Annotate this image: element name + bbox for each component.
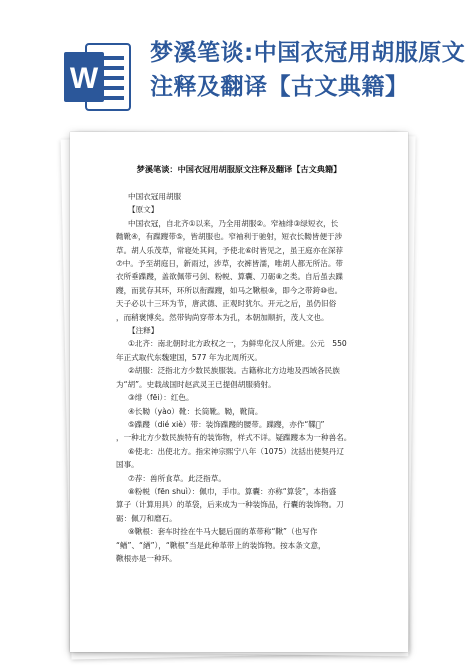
document-line: 砺：佩刀和磨石。 (116, 513, 177, 523)
document-line: 中国衣冠，自北齐①以来，乃全用胡服②。窄袖绯③绿短衣，长 (128, 218, 339, 228)
document-line: 国事。 (116, 460, 139, 470)
header (0, 0, 474, 124)
document-line: ④长靿（yào）靴：长筒靴。靿，靴筒。 (128, 406, 263, 416)
document-line: 衣所垂蹀躞，盖欲佩带弓剑、粉帨、算囊、刀砺⑧之类。自后虽去蹀 (116, 272, 344, 282)
document-line: 为“胡”。史载战国时赵武灵王已提倡胡服骑射。 (116, 379, 276, 389)
document-line: 靿靴④，有蹀躞带⑤，皆胡服也。窄袖利于驰射，短衣长靿皆便于涉 (116, 232, 343, 242)
document-line: ，一种北方少数民族特有的装饰物，样式不详。疑蹀躞本为一种兽名。 (116, 433, 352, 443)
svg-text:W: W (69, 62, 99, 95)
document-line: ②胡服：泛指北方少数民族服装。古籍称北方边地及西域各民族 (128, 366, 340, 376)
document-line: ⑤蹀躞（dié xiè）带：装饰蹀躞的腰带。蹀躞，亦作“鞢𩎟” (128, 419, 325, 429)
document-line: ⑦中。予至胡庭日，新雨过，涉草，衣裤皆濡，唯胡人都无所沾。带 (116, 259, 344, 269)
document-line: 年正式取代东魏建国，577 年为北周所灭。 (116, 352, 262, 362)
document-line: 草。胡人乐茂草，常寝处其间，予使北⑥时皆见之，虽王庭亦在深荐 (116, 245, 344, 255)
document-line: 天子必以十三环为节，唐武德、正观时犹尔。开元之后，虽仍旧俗 (116, 299, 337, 309)
document-line: ，而稍褒博矣。然带钩尚穿带本为孔，本朝加顺折，茂人文也。 (116, 312, 329, 322)
document-body (116, 190, 374, 565)
document-line: “䲡”、“緧”），“鞦根”当是此种革带上的装饰物。按本条文意， (116, 540, 326, 550)
word-document-icon (64, 42, 132, 112)
document-line: 中国衣冠用胡服 (128, 192, 182, 201)
document-title: 梦溪笔谈：中国衣冠用胡服原文注释及翻译【古文典籍】 (136, 164, 342, 174)
document-line: 躞，而犹存其环，环所以衔蹀躞，如马之鞦根⑨，即今之带銙⑩也。 (116, 285, 343, 295)
document-line: ③绯（fēi）：红色。 (128, 393, 194, 403)
document-line: 【注释】 (128, 326, 159, 336)
document-line: ⑧粉帨（fēn shuì）：佩巾，手巾。算囊：亦称“算袋”，本指盛 (128, 486, 337, 496)
document-preview (70, 132, 408, 652)
document-line: 鞦根亦是一种环。 (116, 553, 177, 563)
document-line: ①北齐：南北朝时北方政权之一，为鲜卑化汉人所建。公元 550 (128, 339, 347, 349)
document-line: ⑨鞦根：套车时拴在牛马大腿后面的革带称“鞦”（也写作 (128, 527, 318, 537)
page-title: 梦溪笔谈:中国衣冠用胡服原文注释及翻译【古文典籍】 (150, 40, 466, 100)
document-line: ⑥使北：出使北方。指宋神宗熙宁八年（1075）沈括出使契丹辽 (128, 446, 344, 456)
document-line: ⑦荐：兽所食草。此泛指草。 (128, 473, 226, 483)
document-line: 【原文】 (128, 205, 159, 215)
document-line: 算子（计算用具）的革袋，后来成为一种装饰品，行囊的装饰物。刀 (116, 500, 344, 510)
